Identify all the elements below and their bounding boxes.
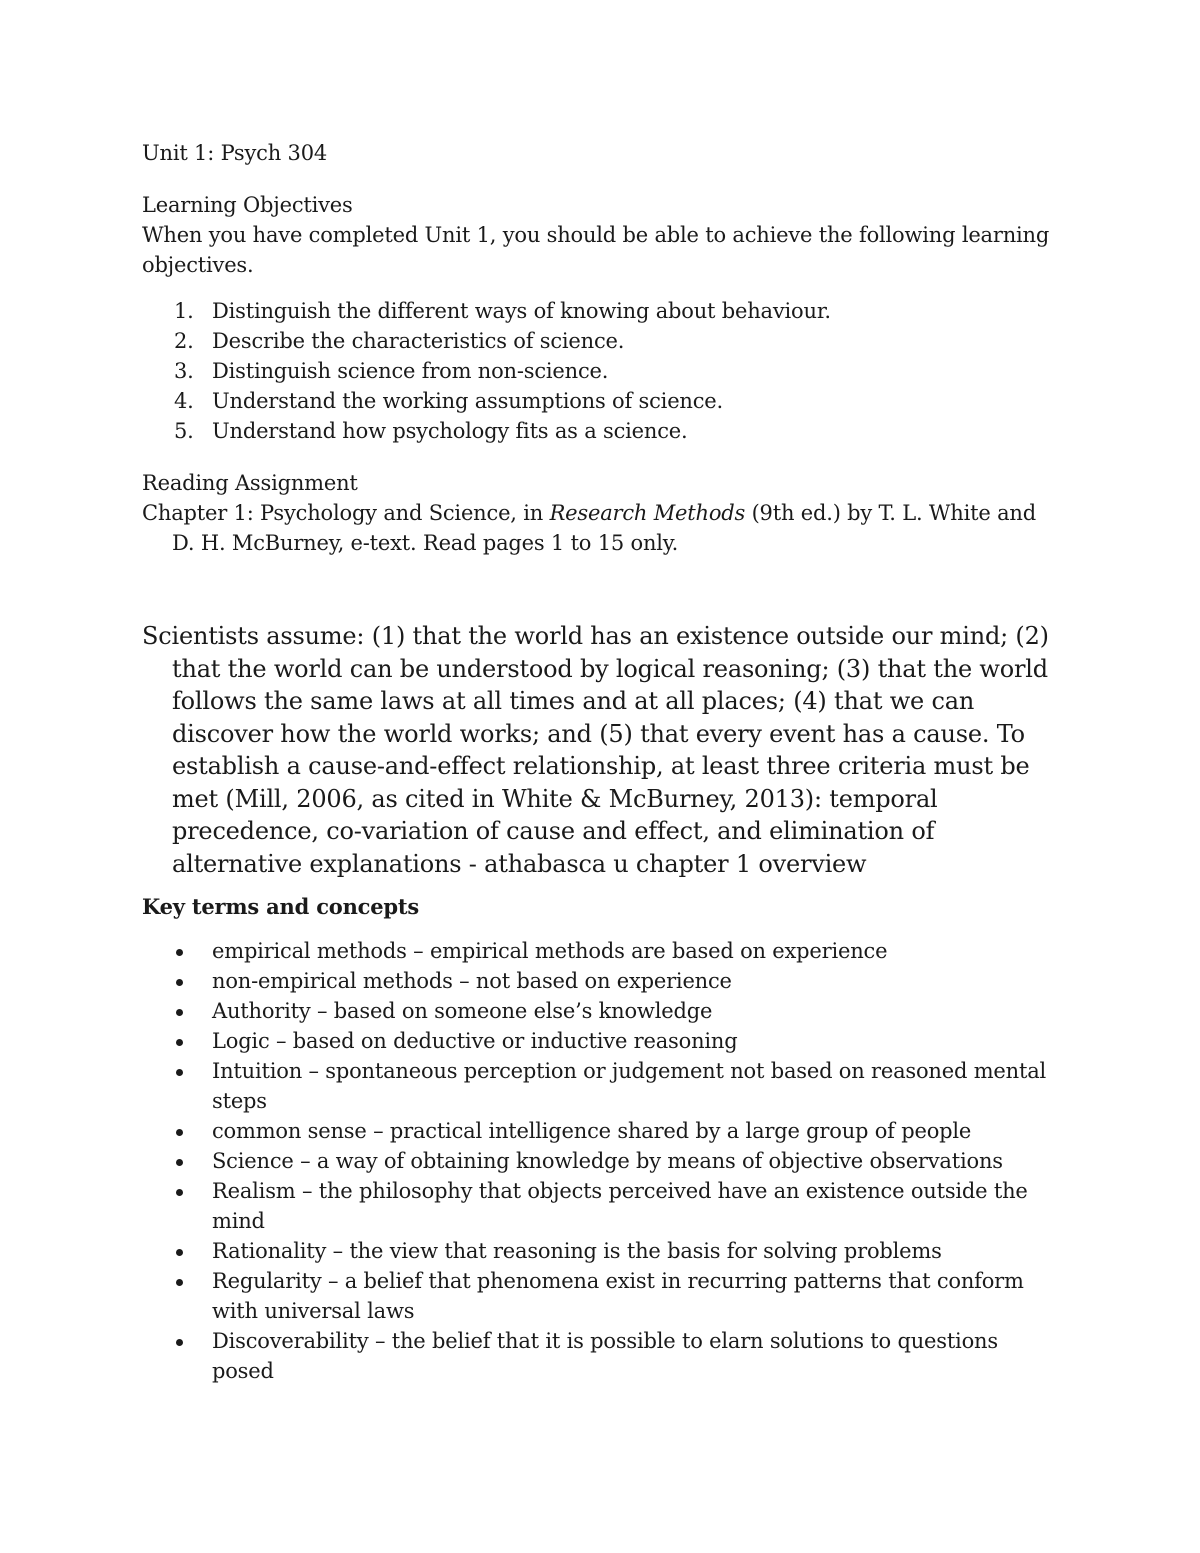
bullet-icon — [176, 1279, 183, 1286]
bullet-icon — [176, 1249, 183, 1256]
list-item — [142, 1176, 1062, 1236]
list-item — [142, 386, 1062, 416]
bullet-icon — [176, 1039, 183, 1046]
list-number: 1. — [174, 299, 194, 323]
list-item — [142, 356, 1062, 386]
bullet-icon — [176, 1069, 183, 1076]
list-item-text: Distinguish the different ways of knowing about behaviour. — [212, 299, 831, 323]
list-item-text: Rationality – the view that reasoning is the basis for solving problems — [212, 1239, 942, 1263]
list-number: 3. — [174, 359, 194, 383]
bullet-icon — [176, 1189, 183, 1196]
assumptions-paragraph: Scientists assume: (1) that the world has an existence outside our mind; (2) that the world can be understood by logical reasoning; (3) that the world follows the same laws at all times and at all places; (4) that we can discover how the world works; and (5) that every event has a cause. To establish a cause-and-effect relationship, at least three criteria must be met (Mill, 2006, as cited in White & McBurney, 2013): temporal precedence, co-variation of cause and effect, and elimination of alternative explanations - athabasca u chapter 1 overview — [142, 622, 1049, 878]
list-item — [142, 326, 1062, 356]
list-item — [142, 416, 1062, 446]
bullet-icon — [176, 1129, 183, 1136]
list-item — [142, 936, 1062, 966]
list-item — [142, 1236, 1062, 1266]
list-number: 5. — [174, 419, 194, 443]
list-number: 2. — [174, 329, 194, 353]
list-item-text: Understand the working assumptions of science. — [212, 389, 724, 413]
reading-assignment-text — [142, 498, 1062, 558]
list-item — [142, 1266, 1062, 1326]
reading-assignment-heading: Reading Assignment — [142, 471, 358, 495]
list-item-text: Authority – based on someone else’s knowledge — [212, 999, 713, 1023]
list-item-text: empirical methods – empirical methods are based on experience — [212, 939, 888, 963]
bullet-icon — [176, 949, 183, 956]
bullet-icon — [176, 1159, 183, 1166]
list-item-text: Science – a way of obtaining knowledge by means of objective observations — [212, 1149, 1003, 1173]
list-item — [142, 1116, 1062, 1146]
list-item — [142, 1326, 1062, 1386]
list-item — [142, 966, 1062, 996]
list-item-text: Realism – the philosophy that objects perceived have an existence outside the mind — [212, 1179, 1028, 1233]
document-title: Unit 1: Psych 304 — [142, 141, 328, 165]
book-title: Research Methods — [549, 501, 746, 525]
list-item-text: Understand how psychology fits as a science. — [212, 419, 688, 443]
list-item-text: Logic – based on deductive or inductive reasoning — [212, 1029, 738, 1053]
list-item — [142, 1056, 1062, 1116]
bullet-icon — [176, 1339, 183, 1346]
reading-text-after: (9th ed.) by T. L. White and D. H. McBurney, e-text. Read pages 1 to 15 only. — [172, 501, 1036, 555]
bullet-icon — [176, 979, 183, 986]
bullet-icon — [176, 1009, 183, 1016]
list-item — [142, 296, 1062, 326]
learning-objectives-list — [142, 296, 1062, 446]
list-item-text: non-empirical methods – not based on experience — [212, 969, 732, 993]
list-item-text: Describe the characteristics of science. — [212, 329, 625, 353]
list-item — [142, 996, 1062, 1026]
list-item — [142, 1026, 1062, 1056]
reading-text-before: Chapter 1: Psychology and Science, in — [142, 501, 550, 525]
list-item — [142, 1146, 1062, 1176]
list-item-text: Intuition – spontaneous perception or judgement not based on reasoned mental steps — [212, 1059, 1047, 1113]
key-terms-heading: Key terms and concepts — [142, 894, 420, 919]
key-terms-list — [142, 936, 1062, 1386]
list-item-text: common sense – practical intelligence shared by a large group of people — [212, 1119, 972, 1143]
list-item-text: Regularity – a belief that phenomena exist in recurring patterns that conform with universal laws — [212, 1269, 1024, 1323]
list-number: 4. — [174, 389, 194, 413]
list-item-text: Discoverability – the belief that it is possible to elarn solutions to questions posed — [212, 1329, 998, 1383]
document-page — [142, 138, 1062, 1386]
learning-objectives-heading: Learning Objectives — [142, 193, 353, 217]
learning-objectives-intro: When you have completed Unit 1, you should be able to achieve the following learning objectives. — [142, 223, 1050, 277]
list-item-text: Distinguish science from non-science. — [212, 359, 609, 383]
